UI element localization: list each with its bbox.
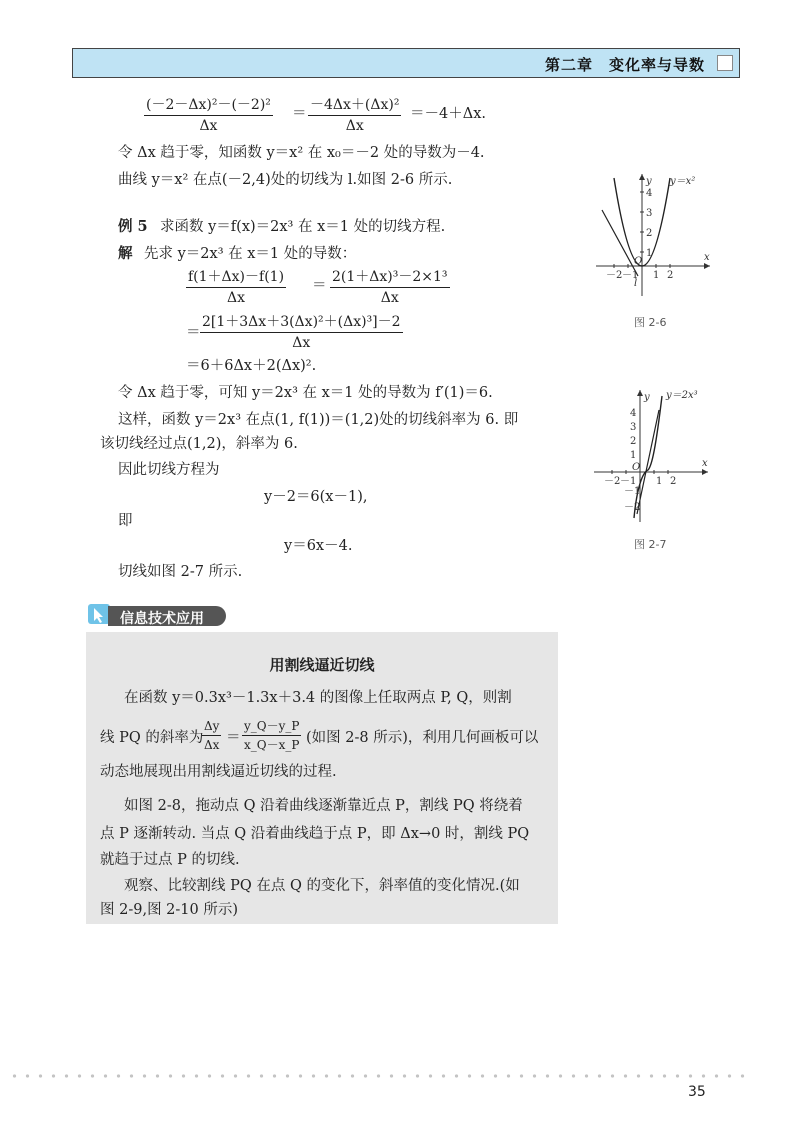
- text-line: 该切线经过点(1,2)，斜率为 6.: [100, 436, 298, 452]
- y-tick-label: 1: [630, 450, 637, 461]
- top-fraction-2: [308, 96, 401, 135]
- tangent-label: l: [634, 278, 638, 289]
- fraction-numerator: 2[1＋3Δx＋3(Δx)²＋(Δx)³]－2: [200, 313, 403, 333]
- info-line: (如图 2-8 所示)，利用几何画板可以: [306, 730, 539, 746]
- fraction-numerator: (－2－Δx)²－(－2)²: [144, 96, 273, 116]
- x-tick-label: －1: [620, 476, 637, 487]
- banner-label: 信息技术应用: [120, 611, 204, 627]
- text-line: 即: [118, 513, 133, 529]
- y-tick-label: －2: [624, 502, 641, 513]
- text-line: 因此切线方程为: [118, 462, 220, 478]
- text-line: 令 Δx 趋于零，知函数 y＝x² 在 x₀＝－2 处的导数为－4.: [118, 145, 485, 161]
- x-tick-label: －1: [622, 270, 639, 281]
- x-tick-label: 2: [667, 270, 674, 281]
- derivative-fraction-2: [330, 268, 450, 307]
- y-axis-arrow: [637, 390, 643, 396]
- top-fraction-1: [144, 96, 273, 135]
- equals-sign: ＝: [226, 730, 241, 746]
- x-tick-label: 2: [670, 476, 677, 487]
- fraction-denominator: Δx: [380, 290, 399, 306]
- footer-dotted-rule: [8, 1074, 748, 1078]
- info-line: 观察、比较割线 PQ 在点 Q 的变化下，斜率值的变化情况.(如: [124, 878, 520, 894]
- x-axis-label: x: [702, 458, 708, 469]
- info-line: 动态地展现出用割线逼近切线的过程.: [100, 764, 337, 780]
- x-axis-arrow: [702, 469, 708, 475]
- slope-fraction-1: [202, 718, 221, 753]
- y-tick-label: 2: [630, 436, 637, 447]
- origin-label: O: [634, 256, 643, 267]
- equals-sign: ＝: [292, 106, 307, 122]
- fraction-numerator: Δy: [202, 718, 221, 736]
- info-line: 如图 2-8，拖动点 Q 沿着曲线逐渐靠近点 P，割线 PQ 将绕着: [124, 798, 523, 814]
- y-tick-label: 3: [646, 208, 653, 219]
- page-number: 35: [688, 1084, 706, 1100]
- fraction-denominator: Δx: [199, 118, 218, 134]
- figure-2-7: [590, 386, 722, 524]
- x-tick-label: 1: [656, 476, 663, 487]
- derivative-result: ＝6＋6Δx＋2(Δx)².: [186, 358, 317, 374]
- text-line: 令 Δx 趋于零，可知 y＝2x³ 在 x＝1 处的导数为 f′(1)＝6.: [118, 385, 493, 401]
- derivative-fraction-1: [186, 268, 286, 307]
- x-tick-label: 1: [653, 270, 660, 281]
- y-tick-label: 3: [630, 422, 637, 433]
- x-axis-label: x: [704, 252, 710, 263]
- fraction-denominator: x_Q－x_P: [244, 738, 300, 752]
- example-text: 求函数 y＝f(x)＝2x³ 在 x＝1 处的切线方程.: [160, 219, 446, 235]
- y-tick-label: 1: [646, 248, 653, 259]
- y-axis-label: y: [644, 392, 650, 403]
- fraction-denominator: Δx: [292, 335, 311, 351]
- chapter-header-bar: [72, 48, 740, 78]
- equation: y－2＝6(x－1),: [264, 489, 368, 505]
- example-label: 例 5: [118, 218, 148, 235]
- x-axis-arrow: [704, 263, 710, 269]
- solution-text: 先求 y＝2x³ 在 x＝1 处的导数：: [144, 246, 357, 262]
- curve-label: y＝x²: [670, 176, 696, 187]
- fraction-result: ＝－4＋Δx.: [410, 106, 486, 122]
- derivative-fraction-3: [200, 313, 403, 352]
- fraction-numerator: －4Δx＋(Δx)²: [308, 96, 401, 116]
- info-line: 线 PQ 的斜率为: [100, 730, 204, 746]
- figure-caption: 图 2-6: [634, 316, 667, 329]
- chapter-title: 第二章 变化率与导数: [544, 56, 705, 74]
- text-line: 这样，函数 y＝2x³ 在点(1, f(1))＝(1,2)处的切线斜率为 6. 即: [118, 412, 519, 428]
- equals-sign: ＝: [186, 325, 201, 341]
- header-square-icon: [717, 55, 733, 71]
- y-axis-arrow: [639, 174, 645, 180]
- x-tick-label: －2: [606, 270, 623, 281]
- figure-caption: 图 2-7: [634, 538, 667, 551]
- y-tick-label: 4: [646, 188, 653, 199]
- info-line: 在函数 y＝0.3x³－1.3x＋3.4 的图像上任取两点 P, Q，则割: [124, 690, 512, 706]
- equation: y＝6x－4.: [284, 538, 353, 554]
- text-line: 曲线 y＝x² 在点(－2,4)处的切线为 l.如图 2-6 所示.: [118, 172, 453, 188]
- text-line: 切线如图 2-7 所示.: [118, 564, 243, 580]
- info-tech-banner: [86, 602, 232, 626]
- info-line: 图 2-9,图 2-10 所示): [100, 902, 239, 918]
- fraction-numerator: y_Q－y_P: [242, 718, 301, 736]
- info-box: [86, 632, 558, 924]
- fraction-numerator: f(1＋Δx)－f(1): [186, 268, 286, 288]
- info-box-title: 用割线逼近切线: [269, 656, 375, 674]
- curve-label: y＝2x³: [666, 390, 698, 401]
- info-line: 点 P 逐渐转动. 当点 Q 沿着曲线趋于点 P，即 Δx→0 时，割线 PQ: [100, 826, 530, 842]
- equals-sign: ＝: [312, 278, 327, 294]
- x-tick-label: －2: [604, 476, 621, 487]
- figure-2-6: [592, 168, 722, 298]
- y-axis-label: y: [646, 176, 652, 187]
- y-tick-label: 2: [646, 228, 653, 239]
- fraction-denominator: Δx: [204, 738, 220, 752]
- solution-label: 解: [118, 245, 133, 262]
- y-tick-label: 4: [630, 408, 637, 419]
- slope-fraction-2: [242, 718, 301, 753]
- fraction-numerator: 2(1＋Δx)³－2×1³: [330, 268, 450, 288]
- y-tick-label: －1: [624, 486, 641, 497]
- info-line: 就趋于过点 P 的切线.: [100, 852, 240, 868]
- fraction-denominator: Δx: [345, 118, 364, 134]
- origin-label: O: [632, 462, 641, 473]
- fraction-denominator: Δx: [227, 290, 246, 306]
